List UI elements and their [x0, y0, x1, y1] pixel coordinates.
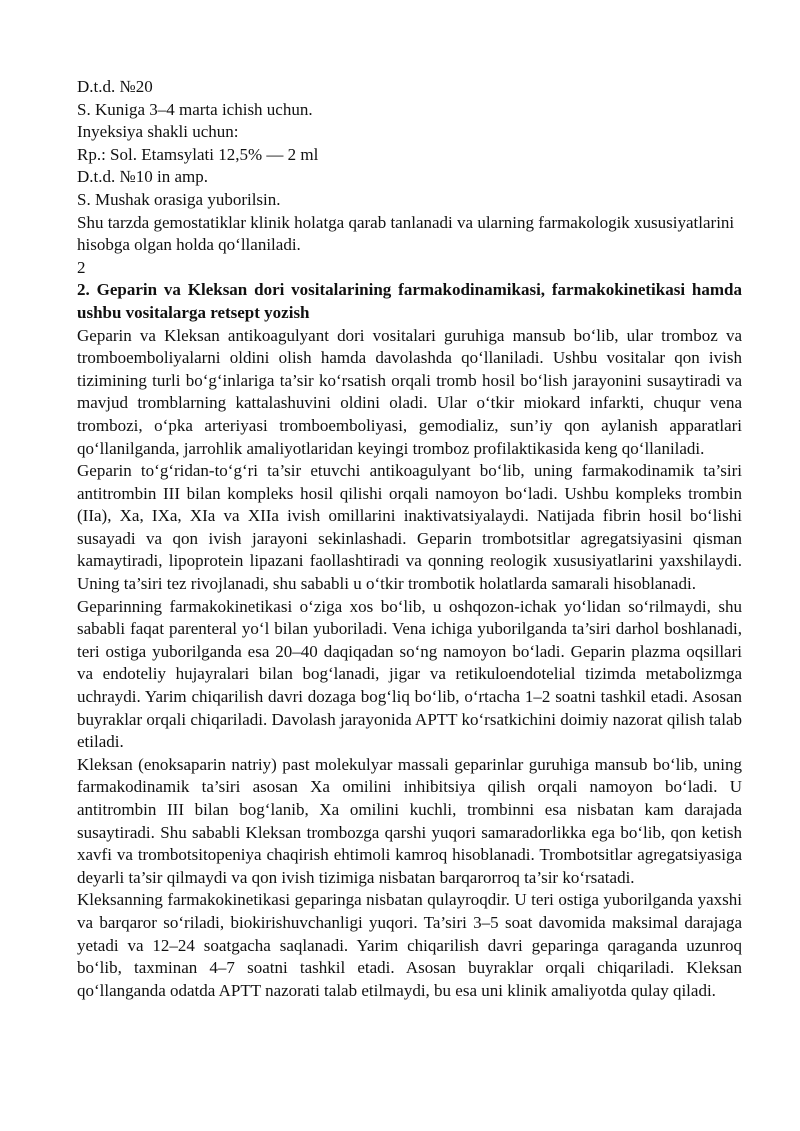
injection-form-label: Inyeksiya shakli uchun: [77, 122, 239, 142]
paragraph-heparin-pharmacokinetics: Geparinning farmakokinetikasi o‘ziga xos bo‘lib, u oshqozon-ichak yo‘lidan so‘rilmaydi, shu sababli faqat parenteral yo‘l bilan yuboriladi. Vena ichiga yuborilganda ta’siri darhol boshlanadi, teri ostiga yuborilganda esa 20–40 daqiqadan so‘ng namoyon bo‘ladi. Geparin plazma oqsillari va endoteliy hujayralari bilan bog‘lanadi, jigar va retikuloendotelial tizimda metabolizmga uchraydi. Yarim chiqarilish davri dozaga bog‘liq bo‘lib, o‘rtacha 1–2 soatni tashkil etadi. Asosan buyraklar orqali chiqariladi. Davolash jarayonida APTT ko‘rsatkichini doimiy nazorat qilish talab etiladi. [77, 596, 742, 752]
paragraph-heparin-pharmacodynamics: Geparin to‘g‘ridan-to‘g‘ri ta’sir etuvchi antikoagulyant bo‘lib, uning farmakodinamik ta’siri antitrombin III bilan kompleks hosil qilishi orqali namoyon bo‘ladi. Ushbu kompleks trombin (IIa), Xa, IXa, XIa va XIIa ivish omillarini inaktivatsiyalaydi. Natijada fibrin hosil bo‘lishi susayadi va qon ivish jarayoni sekinlashadi. Geparin trombotsitlar agregatsiyasini qisman kamaytiradi, lipoprotein lipazani faollashtiradi va qonning reologik xususiyatlarini yaxshilaydi. Uning ta’siri tez rivojlanadi, shu sababli u o‘tkir trombotik holatlarda samarali hisoblanadi. [77, 461, 742, 594]
document-page [77, 76, 742, 1002]
prescription-line-signa: S. Kuniga 3–4 marta ichish uchun. [77, 99, 313, 119]
summary-sentence: Shu tarzda gemostatiklar klinik holatga qarab tanlanadi va ularning farmakologik xususiyatlarini hisobga olgan holda qo‘llaniladi. [77, 212, 735, 255]
prescription-line-dtd-amp: D.t.d. №10 in amp. [77, 167, 208, 187]
prescription-line-signa-injection: S. Mushak orasiga yuborilsin. [77, 189, 281, 209]
section-heading: 2. Geparin va Kleksan dori vositalarining farmakodinamikasi, farmakokinetikasi hamda ushbu vositalarga retsept yozish [77, 280, 742, 322]
paragraph-intro: Geparin va Kleksan antikoagulyant dori vositalari guruhiga mansub bo‘lib, ular tromboz va tromboemboliyalarni oldini olish hamda davolashda qo‘llaniladi. Ushbu vositalar qon ivish tizimining turli bo‘g‘inlariga ta’sir ko‘rsatish orqali tromb hosil bo‘lish jarayonini susaytiradi va mavjud tromblarning kattalashuvini oldini oladi. Ular o‘tkir miokard infarkti, chuqur vena trombozi, o‘pka arteriyasi tromboemboliyasi, gemodializ, sun’iy qon aylanish apparatlari qo‘llanilganda, jarrohlik amaliyotlaridan keyingi tromboz profilaktikasida keng qo‘llaniladi. [77, 325, 742, 458]
page-number: 2 [77, 257, 86, 277]
paragraph-clexane-pharmacokinetics: Kleksanning farmakokinetikasi geparinga nisbatan qulayroqdir. U teri ostiga yuborilganda yaxshi va barqaror so‘riladi, biokirishuvchanligi yuqori. Ta’siri 3–5 soat davomida maksimal darajaga yetadi va 12–24 soatgacha saqlanadi. Yarim chiqarilish davri geparinga qaraganda uzunroq bo‘lib, taxminan 4–7 soatni tashkil etadi. Asosan buyraklar orqali chiqariladi. Kleksan qo‘llanganda odatda APTT nazorati talab etilmaydi, bu esa uni klinik amaliyotda qulay qiladi. [77, 890, 742, 1000]
prescription-line-dtd: D.t.d. №20 [77, 77, 153, 96]
paragraph-clexane-pharmacodynamics: Kleksan (enoksaparin natriy) past molekulyar massali geparinlar guruhiga mansub bo‘lib, uning farmakodinamik ta’siri asosan Xa omilini inhibitsiya qilish orqali namoyon bo‘ladi. U antitrombin III bilan bog‘lanib, Xa omilini kuchli, trombinni esa nisbatan kam darajada susaytiradi. Shu sababli Kleksan trombozga qarshi yuqori samaradorlikka ega bo‘lib, qon ketish xavfi va trombotsitopeniya chaqirish ehtimoli kamroq hisoblanadi. Trombotsitlar agregatsiyasiga deyarli ta’sir qilmaydi va qon ivish tizimiga nisbatan barqarorroq ta’sir ko‘rsatadi. [77, 754, 742, 887]
prescription-line-recipe: Rp.: Sol. Etamsylati 12,5% — 2 ml [77, 144, 319, 164]
